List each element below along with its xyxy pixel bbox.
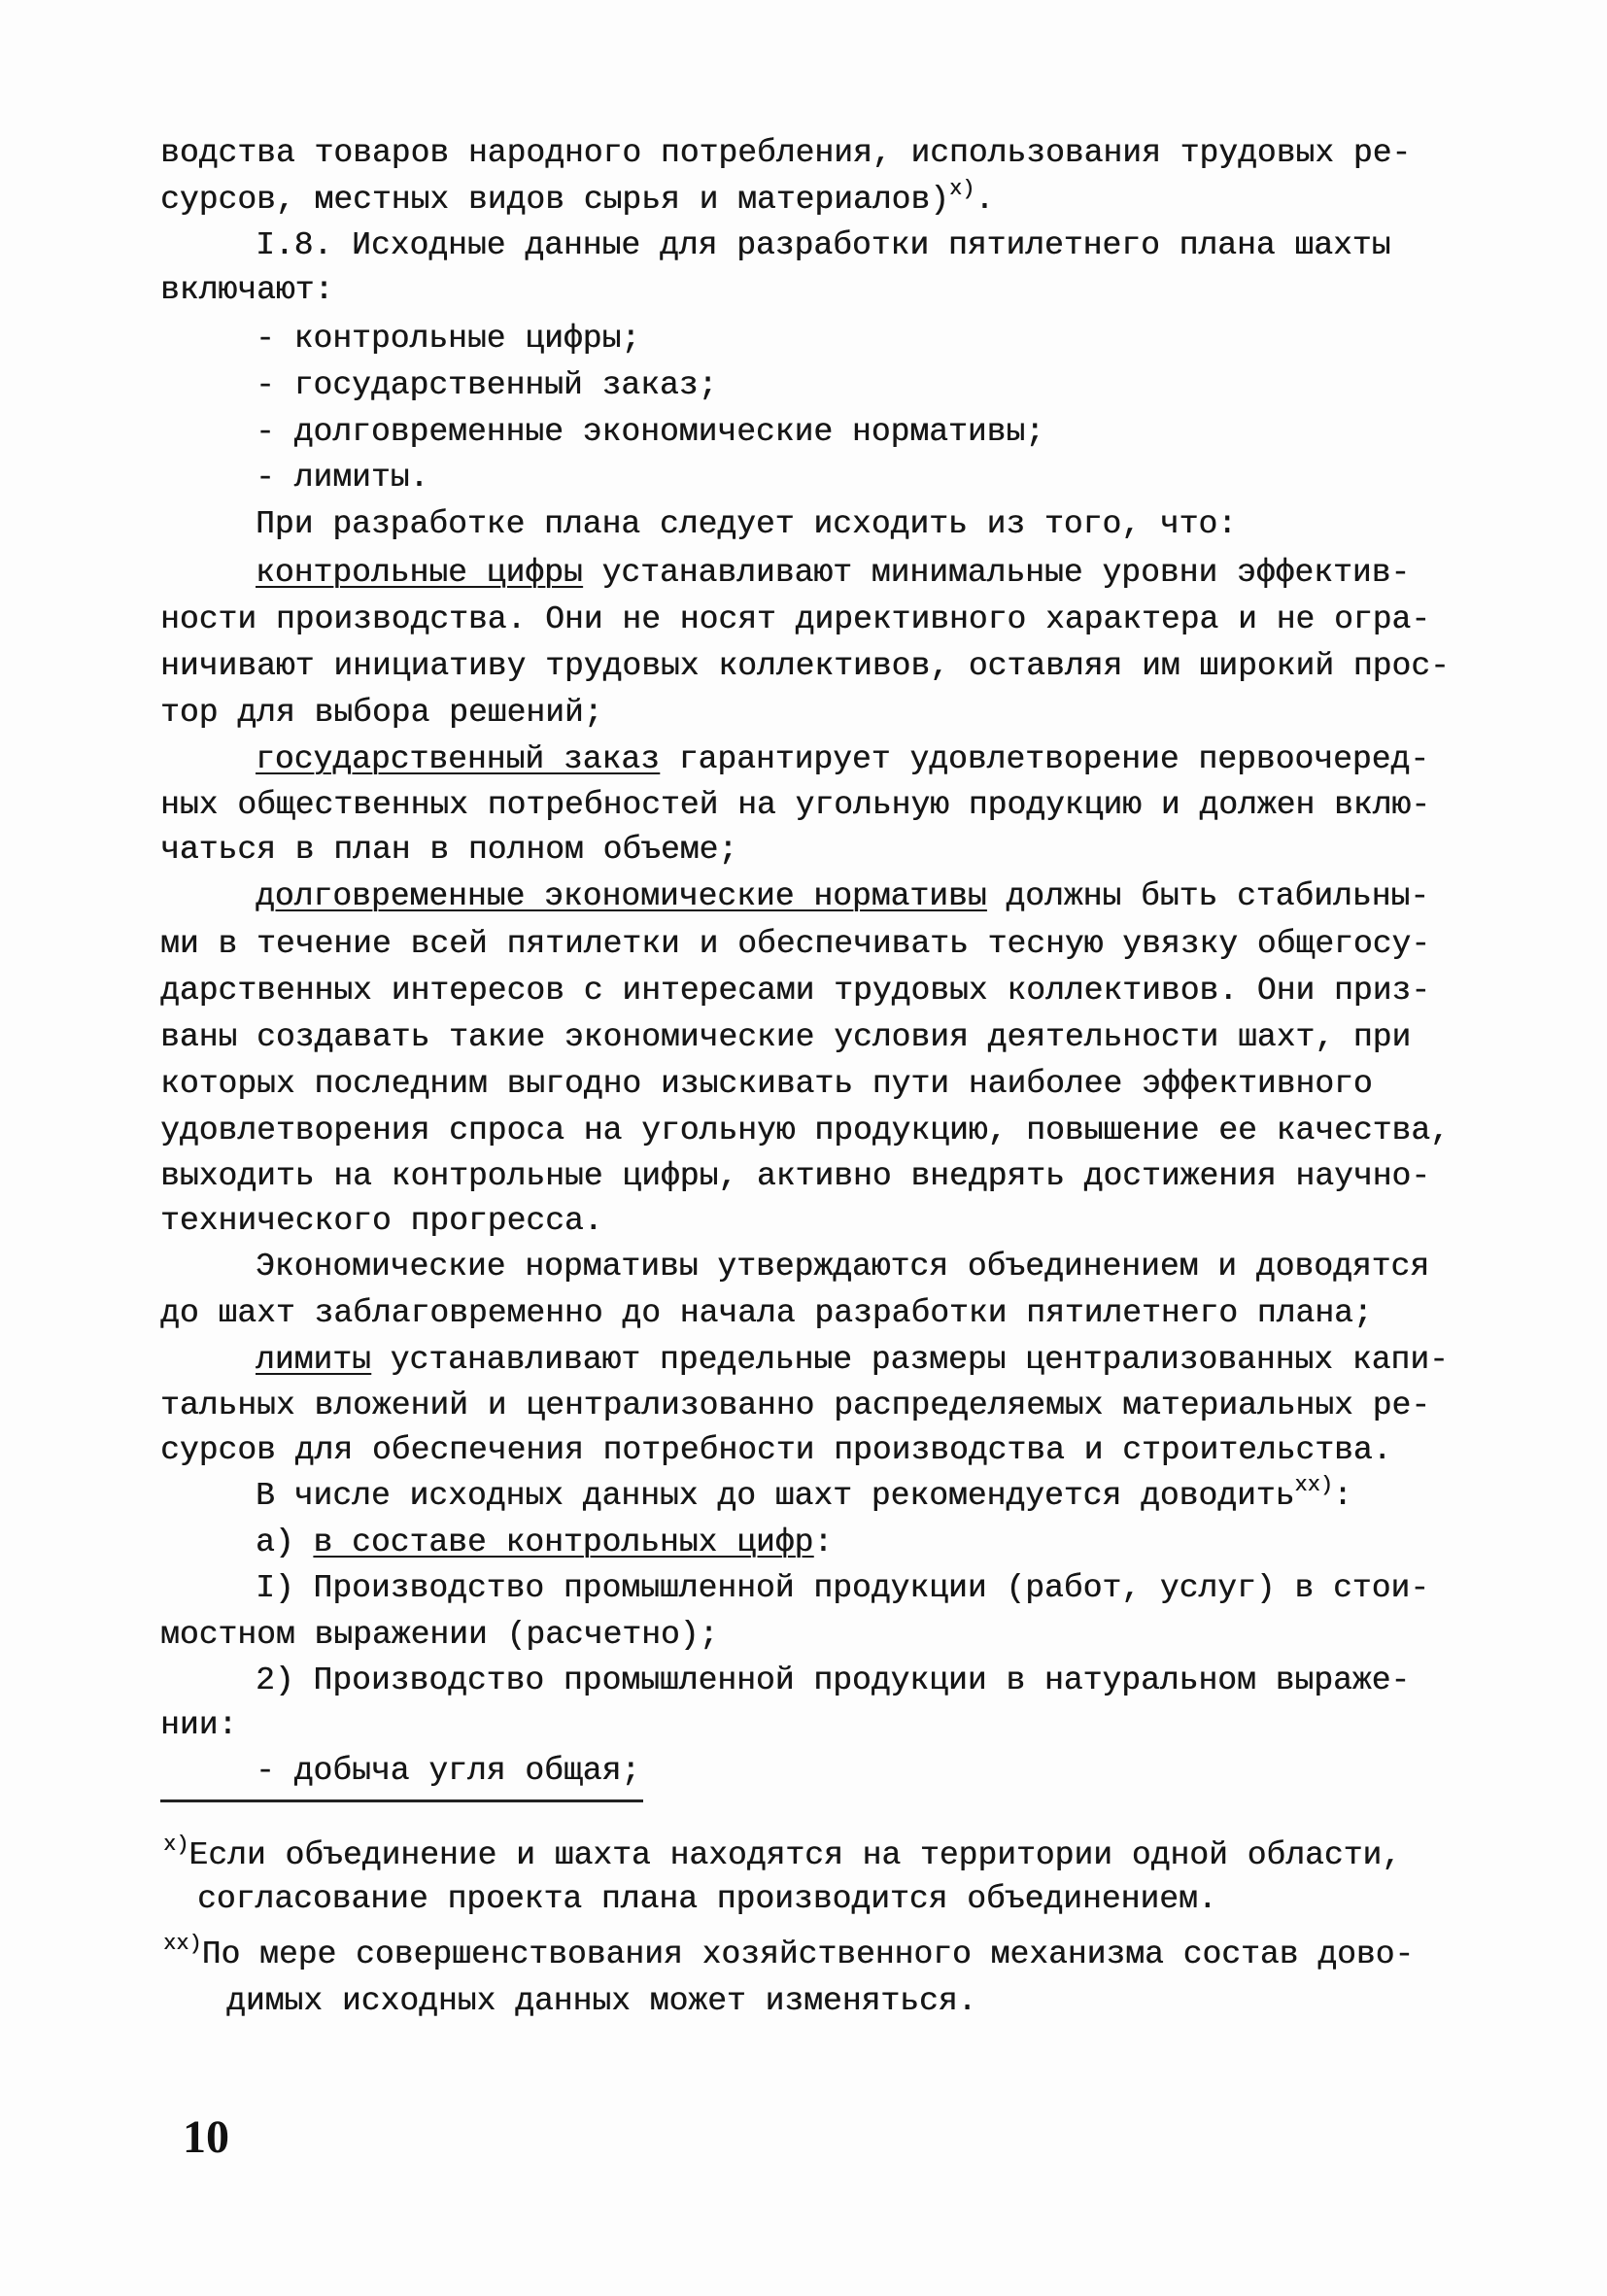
text: : [813, 1525, 834, 1560]
underlined-term: контрольные цифры [256, 555, 583, 591]
list-item: - государственный заказ; [256, 367, 718, 403]
underlined-term: долговременные экономические нормативы [256, 878, 987, 914]
text-line: ных общественных потребностей на угольную продукцию и должен вклю- [160, 787, 1431, 823]
text: гарантирует удовлетворение первоочеред- [659, 741, 1430, 777]
text: устанавливают предельные размеры централизованных капи- [370, 1342, 1449, 1378]
text-line: дарственных интересов с интересами трудовых коллективов. Они приз- [160, 973, 1431, 1009]
text: В числе исходных данных до шахт рекомендуется доводить [256, 1478, 1295, 1514]
text: сурсов, местных видов сырья и материалов) [160, 182, 949, 218]
text-line: 2) Производство промышленной продукции в натуральном выраже- [256, 1662, 1411, 1698]
text-line [160, 179, 994, 222]
text-line: технического прогресса. [160, 1203, 603, 1239]
text-line [256, 1339, 1449, 1382]
footnote: димых исходных данных может изменяться. [226, 1983, 977, 2019]
text-line: тальных вложений и централизованно распределяемых материальных ре- [160, 1388, 1431, 1423]
text-line: водства товаров народного потребления, использования трудовых ре- [160, 135, 1412, 171]
text: . [974, 182, 995, 218]
text-line: ничивают инициативу трудовых коллективов, оставляя им широкий прос- [160, 648, 1450, 684]
text: устанавливают минимальные уровни эффектив- [582, 555, 1411, 591]
text-line: до шахт заблаговременно до начала разработки пятилетнего плана; [160, 1295, 1373, 1331]
text-line [256, 1475, 1352, 1518]
text-line [256, 1522, 833, 1564]
text-line: включают: [160, 272, 334, 308]
footnote [163, 1934, 1414, 1976]
text-line: чаться в план в полном объеме; [160, 832, 738, 868]
underlined-term: лимиты [256, 1342, 371, 1378]
text-line [256, 875, 1429, 918]
footnote: согласование проекта плана производится объединением. [197, 1881, 1217, 1917]
footnote-ref: xx) [1294, 1473, 1333, 1497]
list-item: - добыча угля общая; [256, 1753, 641, 1789]
list-item: - лимиты. [256, 460, 429, 496]
text-line: выходить на контрольные цифры, активно внедрять достижения научно- [160, 1158, 1431, 1194]
page-number: 10 [183, 2111, 229, 2163]
text: а) [256, 1525, 314, 1560]
text-line [256, 738, 1429, 781]
underlined-term: государственный заказ [256, 741, 660, 777]
text-line: I) Производство промышленной продукции (работ, услуг) в стои- [256, 1570, 1429, 1606]
text-line: ваны создавать такие экономические условия деятельности шахт, при [160, 1019, 1412, 1055]
text-line: Экономические нормативы утверждаются объединением и доводятся [256, 1249, 1429, 1285]
text-line [256, 552, 1410, 595]
text-line: которых последним выгодно изыскивать пути наиболее эффективного [160, 1066, 1373, 1102]
footnote-ref: x) [948, 177, 975, 201]
text-line: ми в течение всей пятилетки и обеспечивать тесную увязку общегосу- [160, 926, 1431, 962]
list-item: - контрольные цифры; [256, 321, 641, 357]
text-line: сурсов для обеспечения потребности производства и строительства. [160, 1432, 1392, 1468]
text: По мере совершенствования хозяйственного механизма состав дово- [201, 1936, 1415, 1972]
text-line: удовлетворения спроса на угольную продукцию, повышение ее качества, [160, 1113, 1450, 1148]
footnote-marker: x) [163, 1833, 189, 1857]
text: Если объединение и шахта находятся на территории одной области, [188, 1837, 1402, 1873]
list-item: - долговременные экономические нормативы; [256, 414, 1044, 450]
footnote-divider [160, 1799, 643, 1802]
text-line: ности производства. Они не носят директивного характера и не огра- [160, 601, 1431, 637]
text: : [1332, 1478, 1352, 1514]
text: должны быть стабильны- [986, 878, 1430, 914]
text-line: тор для выбора решений; [160, 695, 603, 731]
footnote [163, 1834, 1401, 1877]
text-line: При разработке плана следует исходить из того, что: [256, 506, 1237, 542]
section-heading: I.8. Исходные данные для разработки пятилетнего плана шахты [256, 227, 1391, 263]
text-line: мостном выражении (расчетно); [160, 1617, 719, 1653]
text-line: нии: [160, 1707, 238, 1743]
underlined-term: в составе контрольных цифр [313, 1525, 814, 1560]
footnote-marker: xx) [163, 1932, 202, 1956]
